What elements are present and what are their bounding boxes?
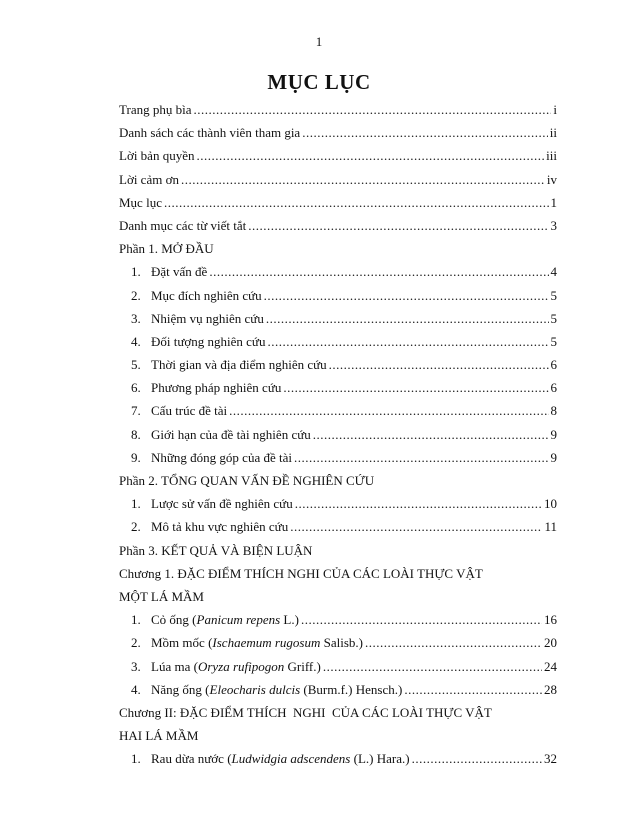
page-ref: 5 bbox=[550, 310, 557, 326]
toc-entry[interactable]: 3. Nhiệm vụ nghiên cứu ..... 5 bbox=[119, 311, 557, 334]
page-ref: 10 bbox=[544, 496, 557, 512]
toc-entry[interactable]: 2. Mồm mốc (Ischaemum rugosum Salisb.) ..... 20 bbox=[119, 635, 557, 658]
leader-dots bbox=[229, 403, 548, 419]
scientific-name: Oryza rufipogon bbox=[197, 658, 285, 674]
page-ref: 5 bbox=[550, 333, 557, 349]
page-ref: 5 bbox=[550, 287, 557, 303]
page-ref: iii bbox=[546, 148, 557, 164]
page-ref: iv bbox=[546, 171, 557, 187]
toc-entry[interactable]: 3. Lúa ma (Oryza rufipogon Griff.) ..... 24 bbox=[119, 659, 557, 682]
toc-entry[interactable]: 1. Cỏ ống (Panicum repens L.) ..... 16 bbox=[119, 612, 557, 635]
leader-dots bbox=[290, 519, 542, 535]
leader-dots bbox=[329, 357, 549, 373]
page-ref: 28 bbox=[544, 681, 557, 697]
table-of-contents bbox=[119, 102, 557, 774]
page-ref: ii bbox=[549, 125, 557, 141]
chapter-heading[interactable]: Chương II: ĐẶC ĐIỂM THÍCH NGHI CỦA CÁC LOÀI THỰC VẬT bbox=[119, 704, 492, 720]
scientific-name: Panicum repens bbox=[196, 612, 281, 628]
page-ref: 20 bbox=[544, 635, 557, 651]
page-title: MỤC LỤC bbox=[267, 70, 371, 94]
leader-dots bbox=[283, 380, 548, 396]
page-ref: 9 bbox=[550, 449, 557, 465]
page-ref: 6 bbox=[550, 380, 557, 396]
leader-dots bbox=[193, 102, 551, 118]
leader-dots bbox=[181, 172, 545, 188]
page-ref: 24 bbox=[544, 658, 557, 674]
leader-dots bbox=[412, 751, 542, 767]
leader-dots bbox=[295, 496, 542, 512]
toc-entry[interactable]: 8. Giới hạn của đề tài nghiên cứu ..... 9 bbox=[119, 427, 557, 450]
toc-entry-members[interactable]: Danh sách các thành viên tham gia ..... ii bbox=[119, 125, 557, 148]
leader-dots bbox=[365, 635, 542, 651]
toc-entry-cover[interactable]: Trang phụ bìa ..... i bbox=[119, 102, 557, 125]
leader-dots bbox=[302, 125, 548, 141]
leader-dots bbox=[267, 334, 548, 350]
page-ref: 11 bbox=[544, 519, 557, 535]
page-ref: 16 bbox=[544, 612, 557, 628]
leader-dots bbox=[313, 427, 549, 443]
page-ref: 6 bbox=[550, 357, 557, 373]
toc-entry[interactable]: 4. Năng ống (Eleocharis dulcis (Burm.f.) Hensch.) ..... 28 bbox=[119, 682, 557, 705]
toc-entry[interactable]: 4. Đối tượng nghiên cứu ..... 5 bbox=[119, 334, 557, 357]
toc-entry[interactable]: 2. Mục đích nghiên cứu ..... 5 bbox=[119, 288, 557, 311]
leader-dots bbox=[264, 288, 549, 304]
page-ref: 9 bbox=[550, 426, 557, 442]
toc-entry[interactable]: 6. Phương pháp nghiên cứu ..... 6 bbox=[119, 380, 557, 403]
chapter-heading-cont: HAI LÁ MẦM bbox=[119, 728, 199, 744]
toc-entry-abbreviations[interactable]: Danh mục các từ viết tắt ..... 3 bbox=[119, 218, 557, 241]
page-ref: 8 bbox=[550, 403, 557, 419]
page-ref: i bbox=[553, 102, 557, 117]
toc-entry-contents[interactable]: Mục lục ..... 1 bbox=[119, 195, 557, 218]
leader-dots bbox=[209, 264, 548, 280]
page-ref: 1 bbox=[550, 194, 557, 210]
leader-dots bbox=[404, 682, 542, 698]
leader-dots bbox=[164, 195, 549, 211]
leader-dots bbox=[294, 450, 549, 466]
toc-entry-copyright[interactable]: Lời bản quyền ..... iii bbox=[119, 148, 557, 171]
toc-entry[interactable]: 2. Mô tả khu vực nghiên cứu ..... 11 bbox=[119, 519, 557, 542]
page-number: 1 bbox=[315, 34, 323, 49]
leader-dots bbox=[301, 612, 542, 628]
toc-entry-thanks[interactable]: Lời cảm ơn ..... iv bbox=[119, 172, 557, 195]
page-ref: 32 bbox=[544, 751, 557, 767]
part-heading[interactable]: Phần 3. KẾT QUẢ VÀ BIỆN LUẬN bbox=[119, 542, 313, 558]
toc-entry[interactable]: 1. Đặt vấn đề ..... 4 bbox=[119, 264, 557, 287]
leader-dots bbox=[323, 659, 542, 675]
toc-entry[interactable]: 1. Rau dừa nước (Ludwidgia adscendens (L.) Hara.) ..... 32 bbox=[119, 751, 557, 774]
leader-dots bbox=[196, 148, 544, 164]
leader-dots bbox=[248, 218, 548, 234]
page-ref: 4 bbox=[550, 264, 557, 280]
chapter-heading[interactable]: Chương 1. ĐẶC ĐIỂM THÍCH NGHI CỦA CÁC LOÀI THỰC VẬT bbox=[119, 565, 483, 581]
part-heading[interactable]: Phần 1. MỞ ĐẦU bbox=[119, 241, 214, 257]
part-heading[interactable]: Phần 2. TỔNG QUAN VẤN ĐỀ NGHIÊN CỨU bbox=[119, 473, 375, 488]
page-ref: 3 bbox=[550, 217, 557, 233]
toc-entry[interactable]: 1. Lược sử vấn đề nghiên cứu ..... 10 bbox=[119, 496, 557, 519]
toc-entry[interactable]: 5. Thời gian và địa điểm nghiên cứu ..... 6 bbox=[119, 357, 557, 380]
scientific-name: Eleocharis dulcis bbox=[209, 681, 301, 697]
chapter-heading-cont: MỘT LÁ MẦM bbox=[119, 588, 204, 604]
scientific-name: Ischaemum rugosum bbox=[212, 635, 321, 651]
scientific-name: Ludwidgia adscendens bbox=[231, 751, 351, 767]
leader-dots bbox=[266, 311, 549, 327]
toc-entry[interactable]: 9. Những đóng góp của đề tài ..... 9 bbox=[119, 450, 557, 473]
toc-entry[interactable]: 7. Cấu trúc đề tài ..... 8 bbox=[119, 403, 557, 426]
